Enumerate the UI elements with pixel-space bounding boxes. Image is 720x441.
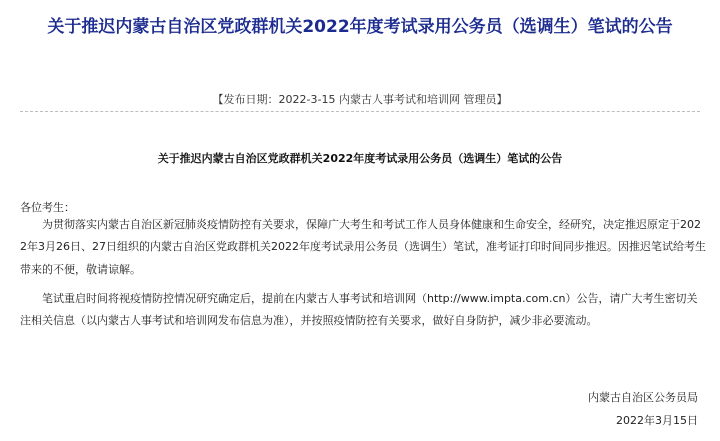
greeting: 各位考生： xyxy=(20,201,75,214)
paragraph-1: 为贯彻落实内蒙古自治区新冠肺炎疫情防控有关要求，保障广大考生和考试工作人员身体健康和生命安全，经研究，决定推迟原定于2022年3月26日、27日组织的内蒙古自治区党政群机关2022年度考试录用公务员（选调生）笔试，准考证打印时间同步推迟。因推迟笔试给考生带来的不便，敬请谅解。 xyxy=(20,218,706,276)
article-title: 关于推迟内蒙古自治区党政群机关2022年度考试录用公务员（选调生）笔试的公告 xyxy=(157,152,563,165)
signature xyxy=(588,386,698,432)
signature-org: 内蒙古自治区公务员局 xyxy=(588,391,698,404)
page-title: 关于推迟内蒙古自治区党政群机关2022年度考试录用公务员（选调生）笔试的公告 xyxy=(47,17,673,37)
divider xyxy=(20,111,700,112)
paragraph-2: 笔试重启时间将视疫情防控情况研究确定后，提前在内蒙古人事考试和培训网（http://www.impta.com.cn）公告，请广大考生密切关注相关信息（以内蒙古人事考试和培训网发布信息为准），并按照疫情防控有关要求，做好自身防护，减少非必要流动。 xyxy=(20,292,698,328)
signature-date: 2022年3月15日 xyxy=(616,414,698,427)
publish-info: 【发布日期：2022-3-15 内蒙古人事考试和培训网 管理员】 xyxy=(212,93,508,106)
